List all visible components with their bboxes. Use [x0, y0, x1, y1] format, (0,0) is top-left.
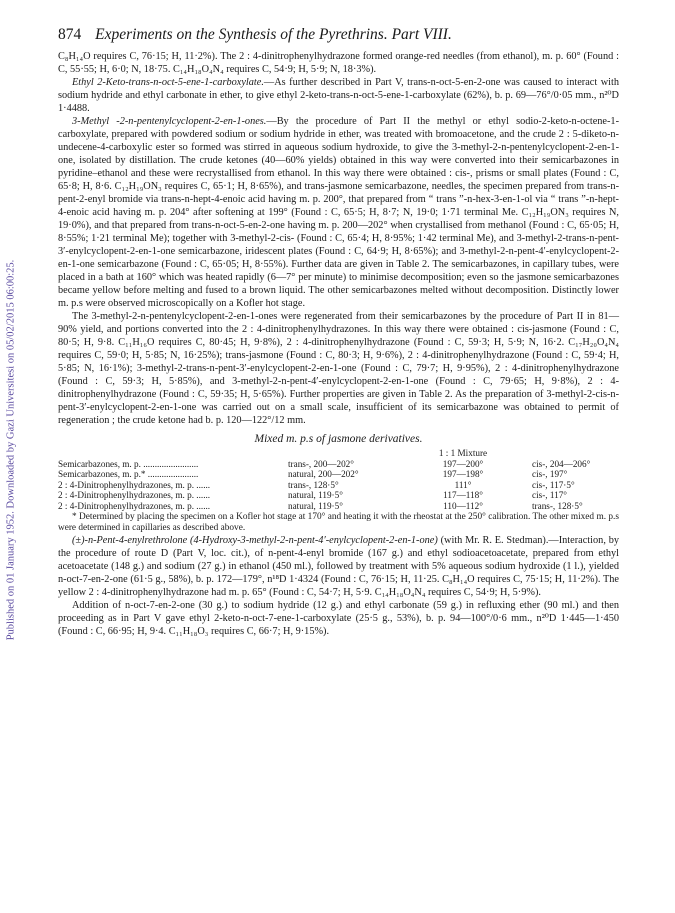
mixture-header: 1 : 1 Mixture [438, 448, 488, 458]
row-label: 2 : 4-Dinitrophenylhydrazones, m. p. ...... [58, 490, 211, 501]
download-watermark [4, 150, 18, 750]
paragraph-text: —As further described in Part V, trans-n-oct-5-en-2-one was caused to interact with sodium hydride and ethyl carbonate in ether, to give ethyl 2-keto-trans-n-oct-5-ene-1-carboxylate (62%), b. p. 69—76°/0·05 mm., n²⁰D 1·4488. [58, 77, 620, 114]
row-label: Semicarbazones, m. p.* ...................... [58, 469, 199, 480]
paragraph-regeneration: The 3-methyl-2-n-pentenylcyclopent-2-en-1-ones were regenerated from their semicarbazones by the procedure of Part II in 81—90% yield, and portions converted into the 2 : 4-dinitrophenylhydrazones. In this way there were obtained : cis-jasmone (Found : C, 80·5; H, 9·8. C₁₁H₁₆O requires C, 80·45; H, 9·8%), 2 : 4-dinitrophenylhydrazone (Found : C, 59·3; H, 5·9; N, 16·2. C₁₇H₂₀O₄N₄ requires C, 59·0; H, 5·85; N, 16·25%); trans-jasmone (Found : C, 80·3; H, 9·6%), 2 : 4-dinitrophenylhydrazone (Found : C, 59·4; H, 5·85; N, 16·1%); 3-methyl-2-trans-n-pent-3′-enylcyclopent-2-en-1-one (Found : C, 79·7; H, 9·95%), 2 : 4-dinitrophenylhydrazone (Found : C, 59·3; H, 5·85%), and 3-methyl-2-n-pent-4′-enylcyclopent-2-en-1-one (Found : C, 79·65; H, 9·8%), 2 : 4-dinitrophenylhydrazone (Found : C, 59·35; H, 5·65%). Further properties are given in Table 2. As the preparation of 3-methyl-2-cis-n-pent-3′-enylcyclopent-2-en-1-one was carried out on a small scale, insufficient of its semicarbazone was obtained to permit of regeneration ; the crude ketone had b. p. 120—122°/12 mm. [58, 311, 619, 426]
download-watermark-text: Published on 01 January 1952. Downloaded by Gazi Universitesi on 05/02/2015 06:00:25. [5, 259, 17, 641]
row-sample-b: cis-, 117° [532, 490, 567, 501]
row-sample-b: cis-, 197° [532, 469, 568, 480]
row-mixture: 111° [454, 479, 472, 490]
row-sample-a: natural, 119·5° [288, 490, 343, 501]
paragraph-continuation: C₈H₁₄O requires C, 76·15; H, 11·2%). The 2 : 4-dinitrophenylhydrazone formed orange-red needles (from ethanol), m. p. 60° (Found : C, 55·55; H, 6·0; N, 18·75. C₁₄H₁₈O₄N₄ requires C, 54·9; H, 5·9; N, 18·3%). [58, 51, 619, 75]
table-row [58, 490, 619, 501]
row-mixture: 197—200° [442, 458, 484, 469]
table-header-row [58, 448, 619, 459]
table-row [58, 480, 619, 491]
row-mixture: 110—112° [443, 500, 483, 511]
row-sample-a: natural, 119·5° [288, 500, 343, 511]
row-label: 2 : 4-Dinitrophenylhydrazones, m. p. ...... [58, 500, 211, 511]
row-label: 2 : 4-Dinitrophenylhydrazones, m. p. ...... [58, 479, 211, 490]
paragraph-octenone-addition: Addition of n-oct-7-en-2-one (30 g.) to sodium hydride (12 g.) and ethyl carbonate (59 g.) in refluxing ether (90 ml.) and then proceeding as in Part V gave ethyl 2-keto-n-oct-7-ene-1-carboxylate (25·5 g., 53%), b. p. 94—100°/0·6 mm., n²⁰D 1·445—1·450 (Found : C, 66·95; H, 9·4. C₁₁H₁₈O₃ requires C, 66·7; H, 9·15%). [58, 599, 619, 637]
running-title: Experiments on the Synthesis of the Pyrethrins. Part VIII. [95, 26, 452, 43]
paragraph-ethyl-keto-ester [58, 76, 619, 115]
table-footnote: * Determined by placing the specimen on a Kofler hot stage at 170° and heating it with the rheostat at the 250° calibration. The other mixed m. p.s were determined in capillaries as described above. [58, 511, 619, 533]
row-sample-b: cis-, 117·5° [532, 479, 575, 490]
row-sample-b: trans-, 128·5° [532, 500, 583, 511]
mixed-mp-table [58, 448, 619, 512]
section-heading: (±)-n-Pent-4-enylrethrolone (4-Hydroxy-3-methyl-2-n-pent-4′-enylcyclopent-2-en-1-one) [72, 534, 438, 546]
table-row [58, 459, 619, 470]
row-label: Semicarbazones, m. p. ........................ [58, 458, 199, 469]
row-mixture: 197—198° [442, 469, 484, 480]
table-row [58, 469, 619, 480]
row-sample-a: natural, 200—202° [288, 469, 359, 480]
paragraph-text: (with Mr. R. E. Stedman).—Interaction, by the procedure of route D (Part V, loc. cit.), of n-pent-4-enyl bromide (167 g.) and ethyl sodioacetoacetate, prepared from ethyl acetoacetate (148 g.) and sodium (27 g.) in ethanol (450 ml.), followed by treatment with 5% aqueous sodium hydroxide (1 l.), yielded n-oct-7-en-2-one (61·5 g., 58%), b. p. 172—179°, n¹⁸D 1·4324 (Found : C, 76·15; H, 11·25. C₈H₁₄O requires C, 75·15; H, 11·2%). The yellow 2 : 4-dinitrophenylhydrazone had m. p. 65° (Found : C, 54·7; H, 5·9. C₁₄H₁₈O₄N₄ requires C, 54·9; H, 5·9%). [58, 534, 619, 598]
paragraph-pentenylrethrolone [58, 534, 619, 599]
table-title: Mixed m. p.s of jasmone derivatives. [254, 433, 423, 445]
row-sample-b: cis-, 204—206° [532, 458, 591, 469]
row-sample-a: trans-, 128·5° [288, 479, 339, 490]
article-body [58, 50, 619, 638]
section-heading: Ethyl 2-Keto-trans-n-oct-5-ene-1-carboxylate. [72, 77, 264, 88]
row-sample-a: trans-, 200—202° [288, 458, 354, 469]
row-mixture: 117—118° [443, 490, 483, 501]
page-number: 874 [58, 26, 82, 43]
table-row [58, 501, 619, 512]
section-heading: 3-Methyl -2-n-pentenylcyclopent-2-en-1-ones. [72, 116, 267, 127]
paragraph-methyl-pentenyl [58, 115, 619, 310]
running-header [58, 26, 618, 46]
paragraph-text: —By the procedure of Part II the methyl or ethyl sodio-2-keto-n-octene-1-carboxylate, prepared with powdered sodium or sodium hydride in ether, was treated with bromoacetone, and the crude 2 : 5-diketo-n-undecene-4-carboxylic ester so formed was stirred in aqueous sodium hydroxide, to give the 3-methyl-2-n-pentenylcyclopent-2-en-1-one, isolated by distillation. The crude ketones (40—60% yields) obtained in this way were converted into their semicarbazones in pyridine–ethanol and these were recrystallised from ethanol. In this way there were obtained : cis-, prisms or small plates (Found : C, 65·8; H, 8·6. C₁₂H₁₉ON₃ requires C, 65·1; H, 8·65%), and trans-jasmone semicarbazone, needles, the specimen prepared from trans-n-pent-2-enyl bromide via trans-n-hept-4-enoic acid having m. p. 200°, that prepared from “ trans ”-n-hex-3-en-1-ol via “ trans ”-n-hept-4-enoic acid having m. p. 204° after softening at 199° (Found : C, 65·5; H, 8·7; N, 19·0; 1·71 terminal Me. C₁₂H₁₉ON₃ requires N, 19·0%), and that prepared from trans-n-oct-5-en-2-one having m. p. 200—202° when crystallised from methanol (Found : C, 65·05; H, 8·55%; 1·21 terminal Me); together with 3-methyl-2-cis- (Found : C, 65·4; H, 8·95%; 1·42 terminal Me), and 3-methyl-2-trans-n-pent-3′-enylcyclopent-2-en-1-one semicarbazone, iridescent plates (Found : C, 64·9; H, 8·65%); and 3-methyl-2-n-pent-4′-enylcyclopent-2-en-1-one semicarbazone (Found : C, 65·05; H, 8·55%). Further data are given in Table 2. The semicarbazones, in capillary tubes, were placed in a bath at 160° which was heated rapidly (6—7° per minute) to minimise decomposition; even so the jasmone semicarbazones became yellow before melting and fused to a brown liquid. The other semicarbazones melted without decomposition. Distinctly lower m. p.s were observed microscopically on a Kofler hot stage. [58, 116, 619, 309]
